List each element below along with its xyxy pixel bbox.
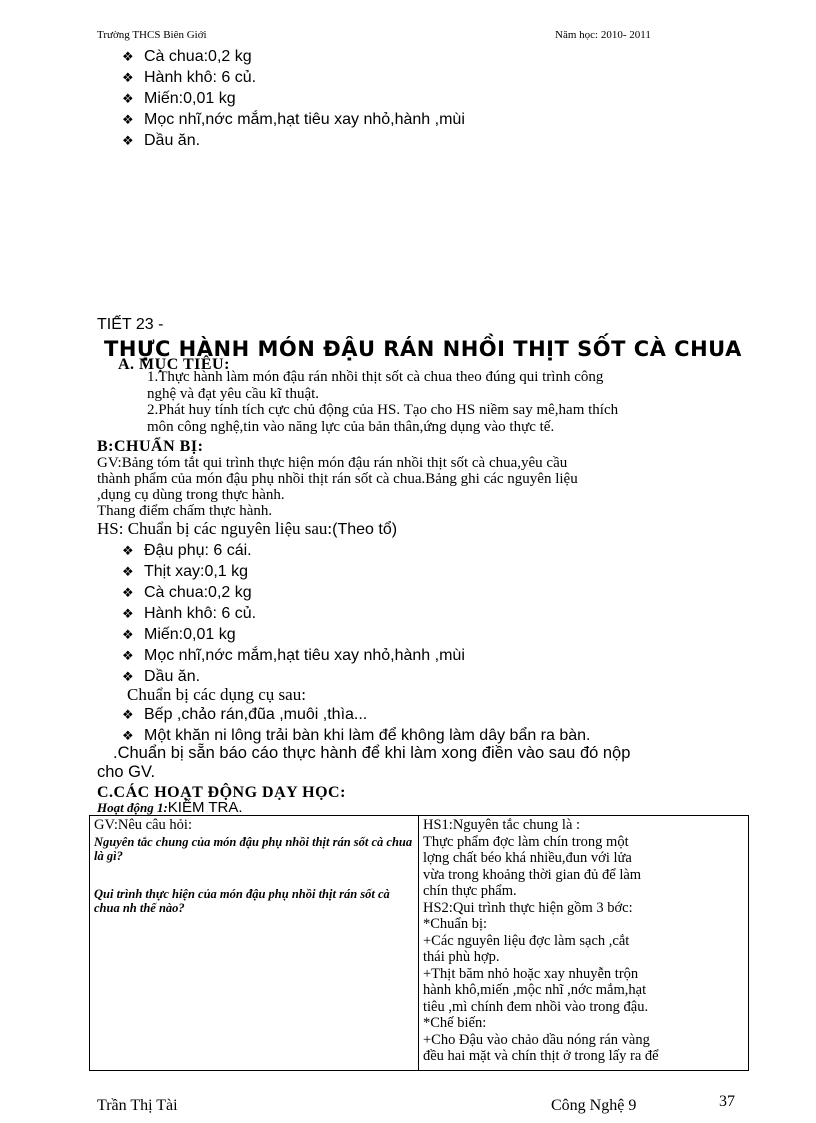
list-item: ❖ Một khăn ni lông trải bàn khi làm để không làm dây bẩn ra bàn. xyxy=(122,726,591,747)
answer-line: đều hai mặt và chín thịt ở trong lấy ra để xyxy=(423,1048,659,1064)
objective-line: môn công nghệ,tin vào năng lực của bản thân,ứng dụng vào thực tế. xyxy=(147,419,555,435)
list-item: ❖ Dầu ăn. xyxy=(122,131,465,152)
answer-line: chín thực phẩm. xyxy=(423,883,517,899)
tools-label: Chuẩn bị các dụng cụ sau: xyxy=(127,685,306,704)
objective-line: 2.Phát huy tính tích cực chủ động của HS. Tạo cho HS niềm say mê,ham thích xyxy=(147,402,619,418)
answer-line: HS1:Nguyên tắc chung là : xyxy=(423,817,581,833)
diamond-bullet-icon: ❖ xyxy=(122,71,134,86)
page-number: 37 xyxy=(719,1093,735,1110)
diamond-bullet-icon: ❖ xyxy=(122,544,134,559)
answer-line: *Chế biến: xyxy=(423,1015,487,1031)
hs-prep-label: HS: Chuẩn bị các nguyên liệu sau: xyxy=(97,519,333,538)
table-row xyxy=(90,816,749,1071)
diamond-bullet-icon: ❖ xyxy=(122,50,134,65)
activity-name: KIỂM TRA. xyxy=(167,799,243,816)
answer-line: +Cho Đậu vào chảo dầu nóng rán vàng xyxy=(423,1031,650,1048)
section-c-heading: C.CÁC HOẠT ĐỘNG DẠY HỌC: xyxy=(97,784,346,801)
header-year: Năm học: 2010- 2011 xyxy=(555,29,651,41)
answer-line: lợng chất béo khá nhiều,đun với lửa xyxy=(423,850,632,866)
diamond-bullet-icon: ❖ xyxy=(122,113,134,128)
report-note-cont: cho GV. xyxy=(97,763,156,781)
list-item: ❖ Đậu phụ: 6 cái. xyxy=(122,541,465,562)
footer-author: Trần Thị Tài xyxy=(97,1097,178,1114)
list-item: ❖ Mọc nhĩ,nớc mắm,hạt tiêu xay nhỏ,hành ,mùi xyxy=(122,110,465,131)
teacher-cell xyxy=(90,816,419,1071)
list-item: ❖ Bếp ,chảo rán,đũa ,muôi ,thìa... xyxy=(122,705,591,726)
answer-line: thái phù hợp. xyxy=(423,949,500,965)
diamond-bullet-icon: ❖ xyxy=(122,729,134,744)
list-item: ❖ Hành khô: 6 củ. xyxy=(122,604,465,625)
gv-prep-line: ,dụng cụ dùng trong thực hành. xyxy=(97,487,285,503)
ingredient-list xyxy=(122,541,465,688)
diamond-bullet-icon: ❖ xyxy=(122,586,134,601)
footer-subject: Công Nghệ 9 xyxy=(551,1097,637,1114)
answer-line: HS2:Qui trình thực hiện gồm 3 bớc: xyxy=(423,899,633,916)
diamond-bullet-icon: ❖ xyxy=(122,670,134,685)
list-item: ❖ Cà chua:0,2 kg xyxy=(122,583,465,604)
list-item: ❖ Dầu ăn. xyxy=(122,667,465,688)
list-item: ❖ Miến:0,01 kg xyxy=(122,625,465,646)
list-item: ❖ Mọc nhĩ,nớc mắm,hạt tiêu xay nhỏ,hành ,mùi xyxy=(122,646,465,667)
answer-line: +Thịt băm nhỏ hoặc xay nhuyễn trộn xyxy=(423,965,639,982)
lesson-title: THỰC HÀNH MÓN ĐẬU RÁN NHỒI THỊT SỐT CÀ CHUA xyxy=(104,337,742,361)
diamond-bullet-icon: ❖ xyxy=(122,708,134,723)
gv-prep-line: GV:Bảng tóm tắt qui trình thực hiện món đậu rán nhồi thịt sốt cà chua,yêu cầu xyxy=(97,455,568,471)
list-item: ❖ Hành khô: 6 củ. xyxy=(122,68,465,89)
diamond-bullet-icon: ❖ xyxy=(122,92,134,107)
report-note: .Chuẩn bị sẵn báo cáo thực hành để khi làm xong điền vào sau đó nộp xyxy=(113,744,631,762)
lesson-number: TIẾT 23 - xyxy=(97,316,164,333)
answer-line: Thực phẩm đợc làm chín trong một xyxy=(423,833,629,850)
activity-table xyxy=(89,815,749,1071)
answer-line: vừa trong khoảng thời gian đủ để làm xyxy=(423,866,642,883)
diamond-bullet-icon: ❖ xyxy=(122,607,134,622)
teacher-intro: GV:Nêu câu hỏi: xyxy=(94,817,192,833)
list-item: ❖ Miến:0,01 kg xyxy=(122,89,465,110)
answer-line: tiêu ,mì chính đem nhồi vào trong đậu. xyxy=(423,998,649,1015)
diamond-bullet-icon: ❖ xyxy=(122,134,134,149)
section-a-heading: A. MỤC TIÊU: xyxy=(118,356,230,373)
objective-line: nghệ và đạt yêu cầu kĩ thuật. xyxy=(147,386,320,402)
answer-line: +Các nguyên liệu đợc làm sạch ,cắt xyxy=(423,932,630,949)
question-1: Nguyên tắc chung của món đậu phụ nhồi thịt rán sốt cà chua là gì? xyxy=(94,834,413,863)
list-item: ❖ Thịt xay:0,1 kg xyxy=(122,562,465,583)
list-item: ❖ Cà chua:0,2 kg xyxy=(122,47,465,68)
hs-prep-line xyxy=(97,519,397,539)
activity-label: Hoạt động 1: xyxy=(97,800,168,815)
answer-line: *Chuẩn bị: xyxy=(423,916,488,932)
tool-list xyxy=(122,705,591,747)
header-school: Trường THCS Biên Giới xyxy=(97,29,207,41)
gv-prep-line: Thang điểm chấm thực hành. xyxy=(97,503,273,519)
section-b-heading: B:CHUẨN BỊ: xyxy=(97,438,204,455)
top-ingredient-list xyxy=(122,47,465,152)
diamond-bullet-icon: ❖ xyxy=(122,649,134,664)
diamond-bullet-icon: ❖ xyxy=(122,565,134,580)
student-cell xyxy=(419,816,749,1071)
question-2: Qui trình thực hiện của món đậu phụ nhồi thịt rán sốt cà chua nh thế nào? xyxy=(94,886,390,915)
objective-line: 1.Thực hành làm món đậu rán nhồi thịt sốt cà chua theo đúng qui trình công xyxy=(147,369,604,385)
answer-line: hành khô,miến ,mộc nhĩ ,nớc mắm,hạt xyxy=(423,982,647,998)
diamond-bullet-icon: ❖ xyxy=(122,628,134,643)
hs-prep-note: (Theo tổ) xyxy=(332,521,398,538)
gv-prep-line: thành phẩm của món đậu phụ nhồi thịt rán sốt cà chua.Bảng ghi các nguyên liệu xyxy=(97,471,578,487)
